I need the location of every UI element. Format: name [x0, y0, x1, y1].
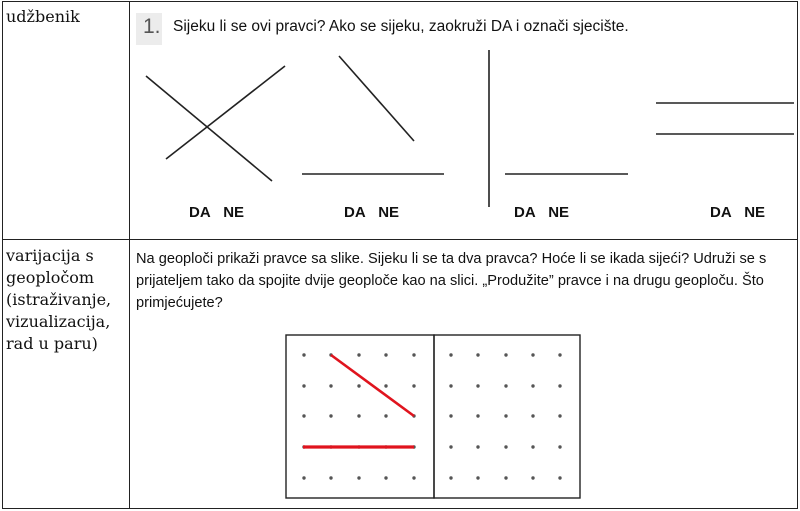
geoboard-peg [412, 384, 415, 387]
geoboard-peg [531, 384, 534, 387]
row-label-variation: varijacija s geopločom (istraživanje, vizualizacija, rad u paru) [6, 246, 112, 353]
geoboard-peg [329, 384, 332, 387]
geoboard-peg [476, 384, 479, 387]
geoboard-peg [558, 445, 561, 448]
geoboard-peg [357, 476, 360, 479]
geoboard-peg [449, 414, 452, 417]
da-option[interactable]: DA [710, 204, 732, 221]
da-option[interactable]: DA [514, 204, 536, 221]
geoboard-peg [449, 445, 452, 448]
geoboard-peg [384, 476, 387, 479]
ne-option[interactable]: NE [223, 204, 245, 221]
geoboard-peg [329, 476, 332, 479]
exercise-instruction: Sijeku li se ovi pravci? Ako se sijeku, zaokruži DA i označi sjecište. [173, 18, 629, 35]
ne-option[interactable]: NE [548, 204, 570, 221]
geoboard-peg [302, 476, 305, 479]
geoboard-peg [558, 476, 561, 479]
geoboard-peg [357, 353, 360, 356]
geoboard-peg [476, 414, 479, 417]
ne-option[interactable]: NE [744, 204, 766, 221]
geoboard-peg [531, 353, 534, 356]
geoboard-peg [558, 414, 561, 417]
geoboard-peg [504, 476, 507, 479]
geoboard-red-diagonal [331, 355, 414, 416]
geoboard-peg [449, 476, 452, 479]
geoboard-peg [476, 476, 479, 479]
geoboard-peg [449, 384, 452, 387]
geoboard-peg [384, 414, 387, 417]
geoboard-peg [384, 353, 387, 356]
exercise-number: 1. [143, 15, 161, 38]
ne-option[interactable]: NE [378, 204, 400, 221]
geoboard-peg [357, 414, 360, 417]
variation-text: Na geoploči prikaži pravce sa slike. Sijeku li se ta dva pravca? Hoće li se ikada sijeći? Udruži se s prijateljem tako da spojite dvije geoploče kao na slici. „Produžite” pravce i na drugu geoploču. Što primjećujete? [136, 251, 767, 311]
geoboard-peg [504, 445, 507, 448]
geoboard-peg [449, 353, 452, 356]
geoboard-peg [531, 476, 534, 479]
geoboard-peg [476, 445, 479, 448]
geoboard-peg [302, 414, 305, 417]
geoboard-peg [357, 384, 360, 387]
geoboard-peg [558, 384, 561, 387]
geoboard-peg [384, 384, 387, 387]
geoboard-peg [412, 476, 415, 479]
geoboard-peg [504, 414, 507, 417]
geoboard-peg [531, 445, 534, 448]
geoboard-peg [476, 353, 479, 356]
row-label-udzbenik: udžbenik [6, 7, 80, 26]
geoboard-peg [558, 353, 561, 356]
da-option[interactable]: DA [189, 204, 211, 221]
geoboard-peg [531, 414, 534, 417]
geoboard-peg [412, 353, 415, 356]
geoboard-peg [504, 384, 507, 387]
geoboard-peg [504, 353, 507, 356]
geoboard-peg [302, 353, 305, 356]
geoboard-peg [302, 384, 305, 387]
geoboard-peg [329, 414, 332, 417]
da-option[interactable]: DA [344, 204, 366, 221]
